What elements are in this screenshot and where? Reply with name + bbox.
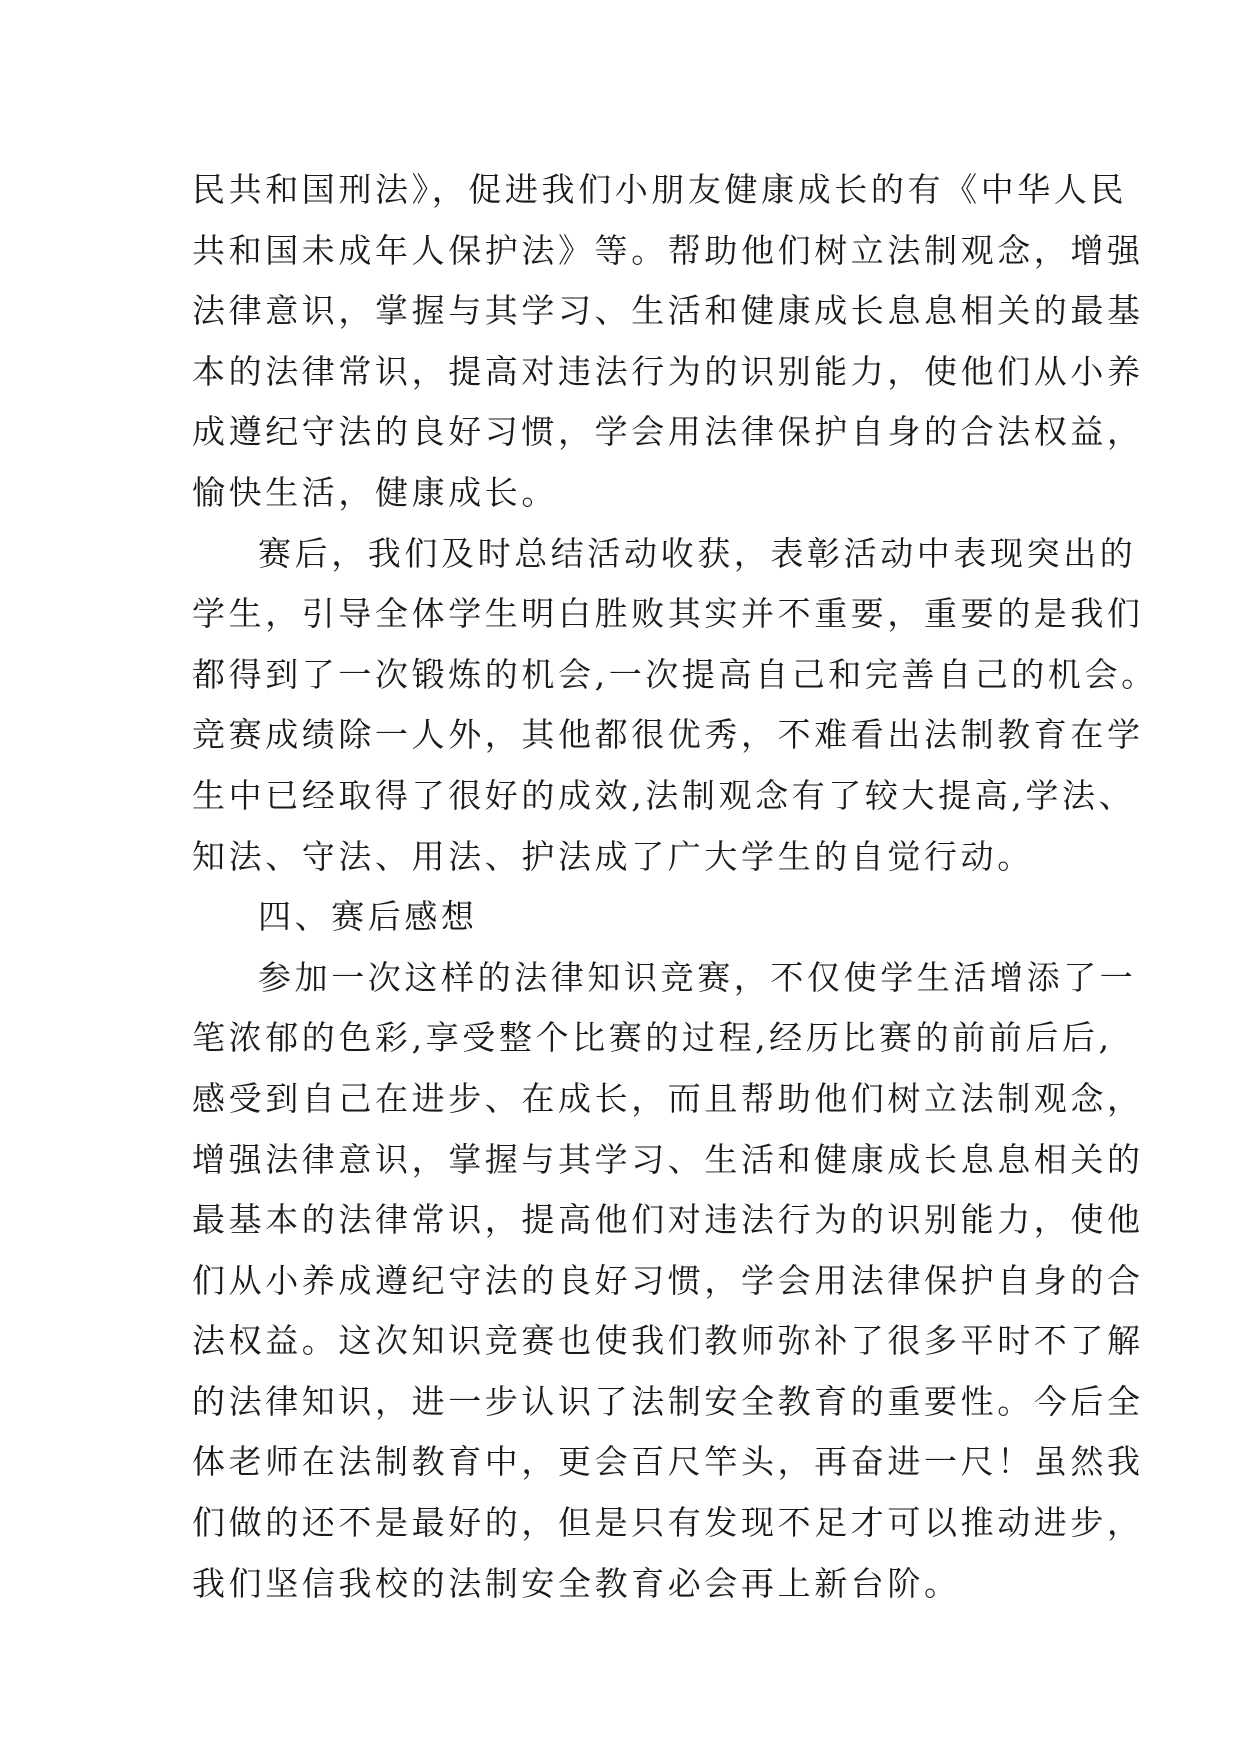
text-line: 法权益。这次知识竞赛也使我们教师弥补了很多平时不了解	[192, 1321, 1144, 1361]
text-line: 共和国未成年人保护法》等。帮助他们树立法制观念，增强	[192, 230, 1144, 270]
text-line: 感受到自己在进步、在成长，而且帮助他们树立法制观念，	[192, 1078, 1144, 1118]
paragraph-first-line: 四、赛后感想	[258, 897, 478, 937]
text-line: 本的法律常识，提高对违法行为的识别能力，使他们从小养	[192, 351, 1144, 391]
text-line: 学生，引导全体学生明白胜败其实并不重要，重要的是我们	[192, 594, 1144, 634]
text-line: 们做的还不是最好的，但是只有发现不足才可以推动进步，	[192, 1503, 1144, 1543]
text-line: 民共和国刑法》，促进我们小朋友健康成长的有《中华人民	[192, 170, 1128, 209]
text-line: 生中已经取得了很好的成效,法制观念有了较大提高,学法、	[192, 775, 1136, 815]
text-line: 们从小养成遵纪守法的良好习惯，学会用法律保护自身的合	[192, 1260, 1144, 1300]
text-line: 体老师在法制教育中，更会百尺竿头，再奋进一尺！虽然我	[192, 1442, 1144, 1482]
text-line: 法律意识，掌握与其学习、生活和健康成长息息相关的最基	[192, 291, 1144, 331]
text-line: 愉快生活，健康成长。	[192, 472, 558, 512]
paragraph-first-line: 赛后，我们及时总结活动收获，表彰活动中表现突出的	[258, 533, 1137, 573]
text-line: 我们坚信我校的法制安全教育必会再上新台阶。	[192, 1563, 961, 1603]
text-line: 成遵纪守法的良好习惯，学会用法律保护自身的合法权益，	[192, 412, 1144, 452]
text-line: 最基本的法律常识，提高他们对违法行为的识别能力，使他	[192, 1200, 1144, 1240]
text-line: 竞赛成绩除一人外，其他都很优秀，不难看出法制教育在学	[192, 715, 1144, 755]
paragraph-first-line: 参加一次这样的法律知识竞赛，不仅使学生活增添了一	[258, 957, 1137, 997]
text-line: 笔浓郁的色彩,享受整个比赛的过程,经历比赛的前前后后,	[192, 1018, 1113, 1058]
text-line: 增强法律意识，掌握与其学习、生活和健康成长息息相关的	[192, 1139, 1144, 1179]
text-line: 知法、守法、用法、护法成了广大学生的自觉行动。	[192, 836, 1034, 876]
text-line: 的法律知识，进一步认识了法制安全教育的重要性。今后全	[192, 1381, 1144, 1421]
text-line: 都得到了一次锻炼的机会,一次提高自己和完善自己的机会。	[192, 654, 1158, 694]
body-text	[192, 160, 1158, 1614]
